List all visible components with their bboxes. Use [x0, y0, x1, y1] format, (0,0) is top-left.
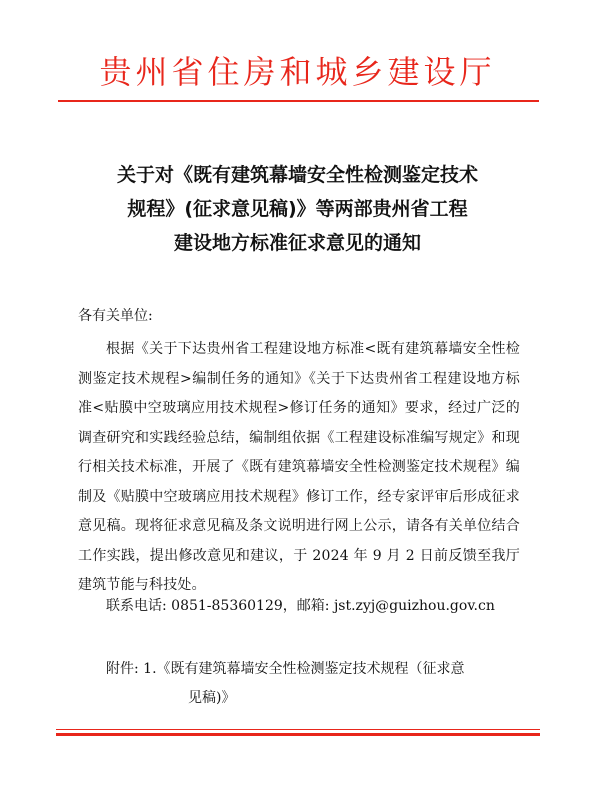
contact-info: 联系电话: 0851-85360129，邮箱: jst.zyj@guizhou.gov.cn	[106, 598, 495, 614]
attachment-item-1-line-1[interactable]: 1.《既有建筑幕墙安全性检测鉴定技术规程（征求意	[143, 661, 465, 677]
notice-title	[60, 158, 535, 260]
attachment-item-1-line-2[interactable]: 见稿)》	[188, 690, 236, 706]
notice-title-line-3: 建设地方标准征求意见的通知	[173, 232, 421, 254]
notice-title-line-1: 关于对《既有建筑幕墙安全性检测鉴定技术	[116, 164, 478, 186]
footer-thin-red-rule	[56, 729, 540, 730]
letterhead-red-rule	[58, 100, 539, 102]
salutation: 各有关单位:	[78, 308, 153, 324]
attachment-list	[106, 655, 536, 713]
agency-letterhead-title: 贵州省住房和城乡建设厅	[99, 53, 496, 91]
notice-title-line-2: 规程》(征求意见稿)》等两部贵州省工程	[127, 198, 468, 220]
notice-body-paragraph: 根据《关于下达贵州省工程建设地方标准<既有建筑幕墙安全性检测鉴定技术规程>编制任务的通知》《关于下达贵州省工程建设地方标准<贴膜中空玻璃应用技术规程>修订任务的通知》要求，经过广泛的调查研究和实践经验总结，编制组依据《工程建设标准编写规定》和现行相关技术标准，开展了《既有建筑幕墙安全性检测鉴定技术规程》编制及《贴膜中空玻璃应用技术规程》修订工作，经专家评审后形成征求意见稿。现将征求意见稿及条文说明进行网上公示，请各有关单位结合工作实践，提出修改意见和建议，于 2024 年 9 月 2 日前反馈至我厅建筑节能与科技处。	[78, 341, 520, 593]
attachment-label: 附件:	[106, 661, 144, 677]
footer-thick-red-rule	[56, 733, 540, 736]
